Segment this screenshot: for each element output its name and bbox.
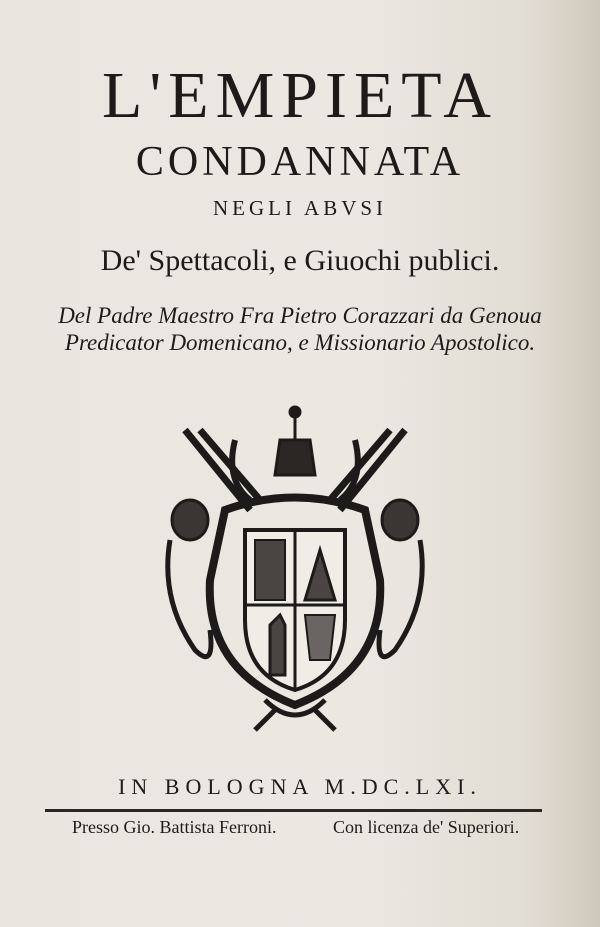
license-line: Con licenza de' Superiori. (333, 817, 520, 837)
title-line-3: NEGLI ABVSI (212, 196, 388, 220)
book-subtitle: CONDANNATA (135, 139, 465, 185)
book-title: L'EMPIETA (102, 59, 498, 132)
title-line-4: De' Spettacoli, e Giuochi publici. (100, 244, 500, 277)
divider-rule (45, 809, 542, 812)
printer-line: Presso Gio. Battista Ferroni. (72, 817, 277, 837)
imprint-line: IN BOLOGNA M.DC.LXI. (118, 774, 482, 799)
coat-of-arms-woodcut (155, 400, 435, 735)
author-line-2: Predicator Domenicano, e Missionario Apostolico. (64, 330, 536, 355)
author-line-1: Del Padre Maestro Fra Pietro Corazzari da Genoua (58, 303, 542, 328)
